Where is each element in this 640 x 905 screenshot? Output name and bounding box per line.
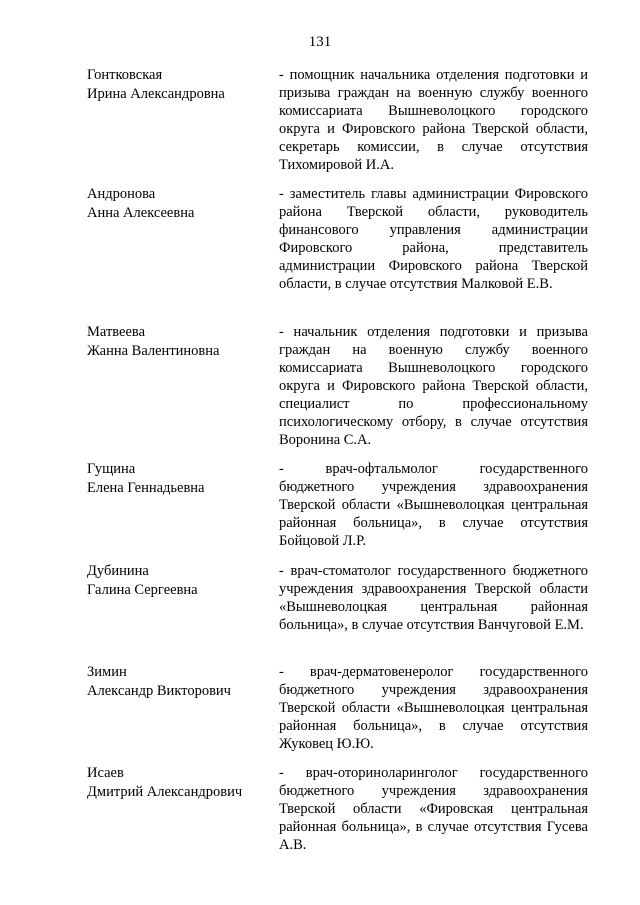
person-name [87, 562, 272, 600]
surname: Зимин [87, 664, 127, 680]
surname: Исаев [87, 765, 124, 781]
role-description: - заместитель главы администрации Фировского района Тверской области, руководитель финансового управления администрации Фировского района, представитель администрации Фировского района Тверской области, в случае отсутствия Малковой Е.В. [279, 186, 588, 292]
given-names: Дмитрий Александрович [87, 784, 243, 800]
role-description: - помощник начальника отделения подготовки и призыва граждан на военную службу военного комиссариата Вышневолоцкого городского округа и Фировского района Тверской области, секретарь комиссии, в случае отсутствия Тихомировой И.А. [279, 67, 588, 173]
person-name [87, 323, 272, 361]
role-description: - врач-дерматовенеролог государственного бюджетного учреждения здравоохранения Тверской области «Вышневолоцкая центральная районная больница», в случае отсутствия Жуковец Ю.Ю. [279, 664, 588, 752]
given-names: Александр Викторович [87, 683, 231, 699]
given-names: Жанна Валентиновна [87, 343, 220, 359]
given-names: Ирина Александровна [87, 86, 225, 102]
person-name [87, 66, 272, 104]
surname: Гущина [87, 461, 136, 477]
given-names: Галина Сергеевна [87, 582, 198, 598]
role-description: - начальник отделения подготовки и призыва граждан на военную службу военного комиссариата Вышневолоцкого городского округа и Фировского района Тверской области, специалист по профессиональному психологическому отбору, в случае отсутствия Воронина С.А. [279, 324, 588, 448]
surname: Гонтковская [87, 67, 163, 83]
surname: Дубинина [87, 563, 149, 579]
given-names: Анна Алексеевна [87, 205, 195, 221]
page-number: 131 [308, 34, 332, 50]
role-description: - врач-стоматолог государственного бюджетного учреждения здравоохранения Тверской области «Вышневолоцкая центральная районная больница», в случае отсутствия Ванчуговой Е.М. [279, 563, 588, 633]
surname: Андронова [87, 186, 156, 202]
person-name [87, 764, 272, 802]
person-name [87, 663, 272, 701]
surname: Матвеева [87, 324, 146, 340]
role-description: - врач-офтальмолог государственного бюджетного учреждения здравоохранения Тверской области «Вышневолоцкая центральная районная больница», в случае отсутствия Бойцовой Л.Р. [279, 461, 588, 549]
given-names: Елена Геннадьевна [87, 480, 205, 496]
person-name [87, 460, 272, 498]
role-description: - врач-оториноларинголог государственного бюджетного учреждения здравоохранения Тверской области «Фировская центральная районная больница», в случае отсутствия Гусева А.В. [279, 765, 588, 853]
person-name [87, 185, 272, 223]
